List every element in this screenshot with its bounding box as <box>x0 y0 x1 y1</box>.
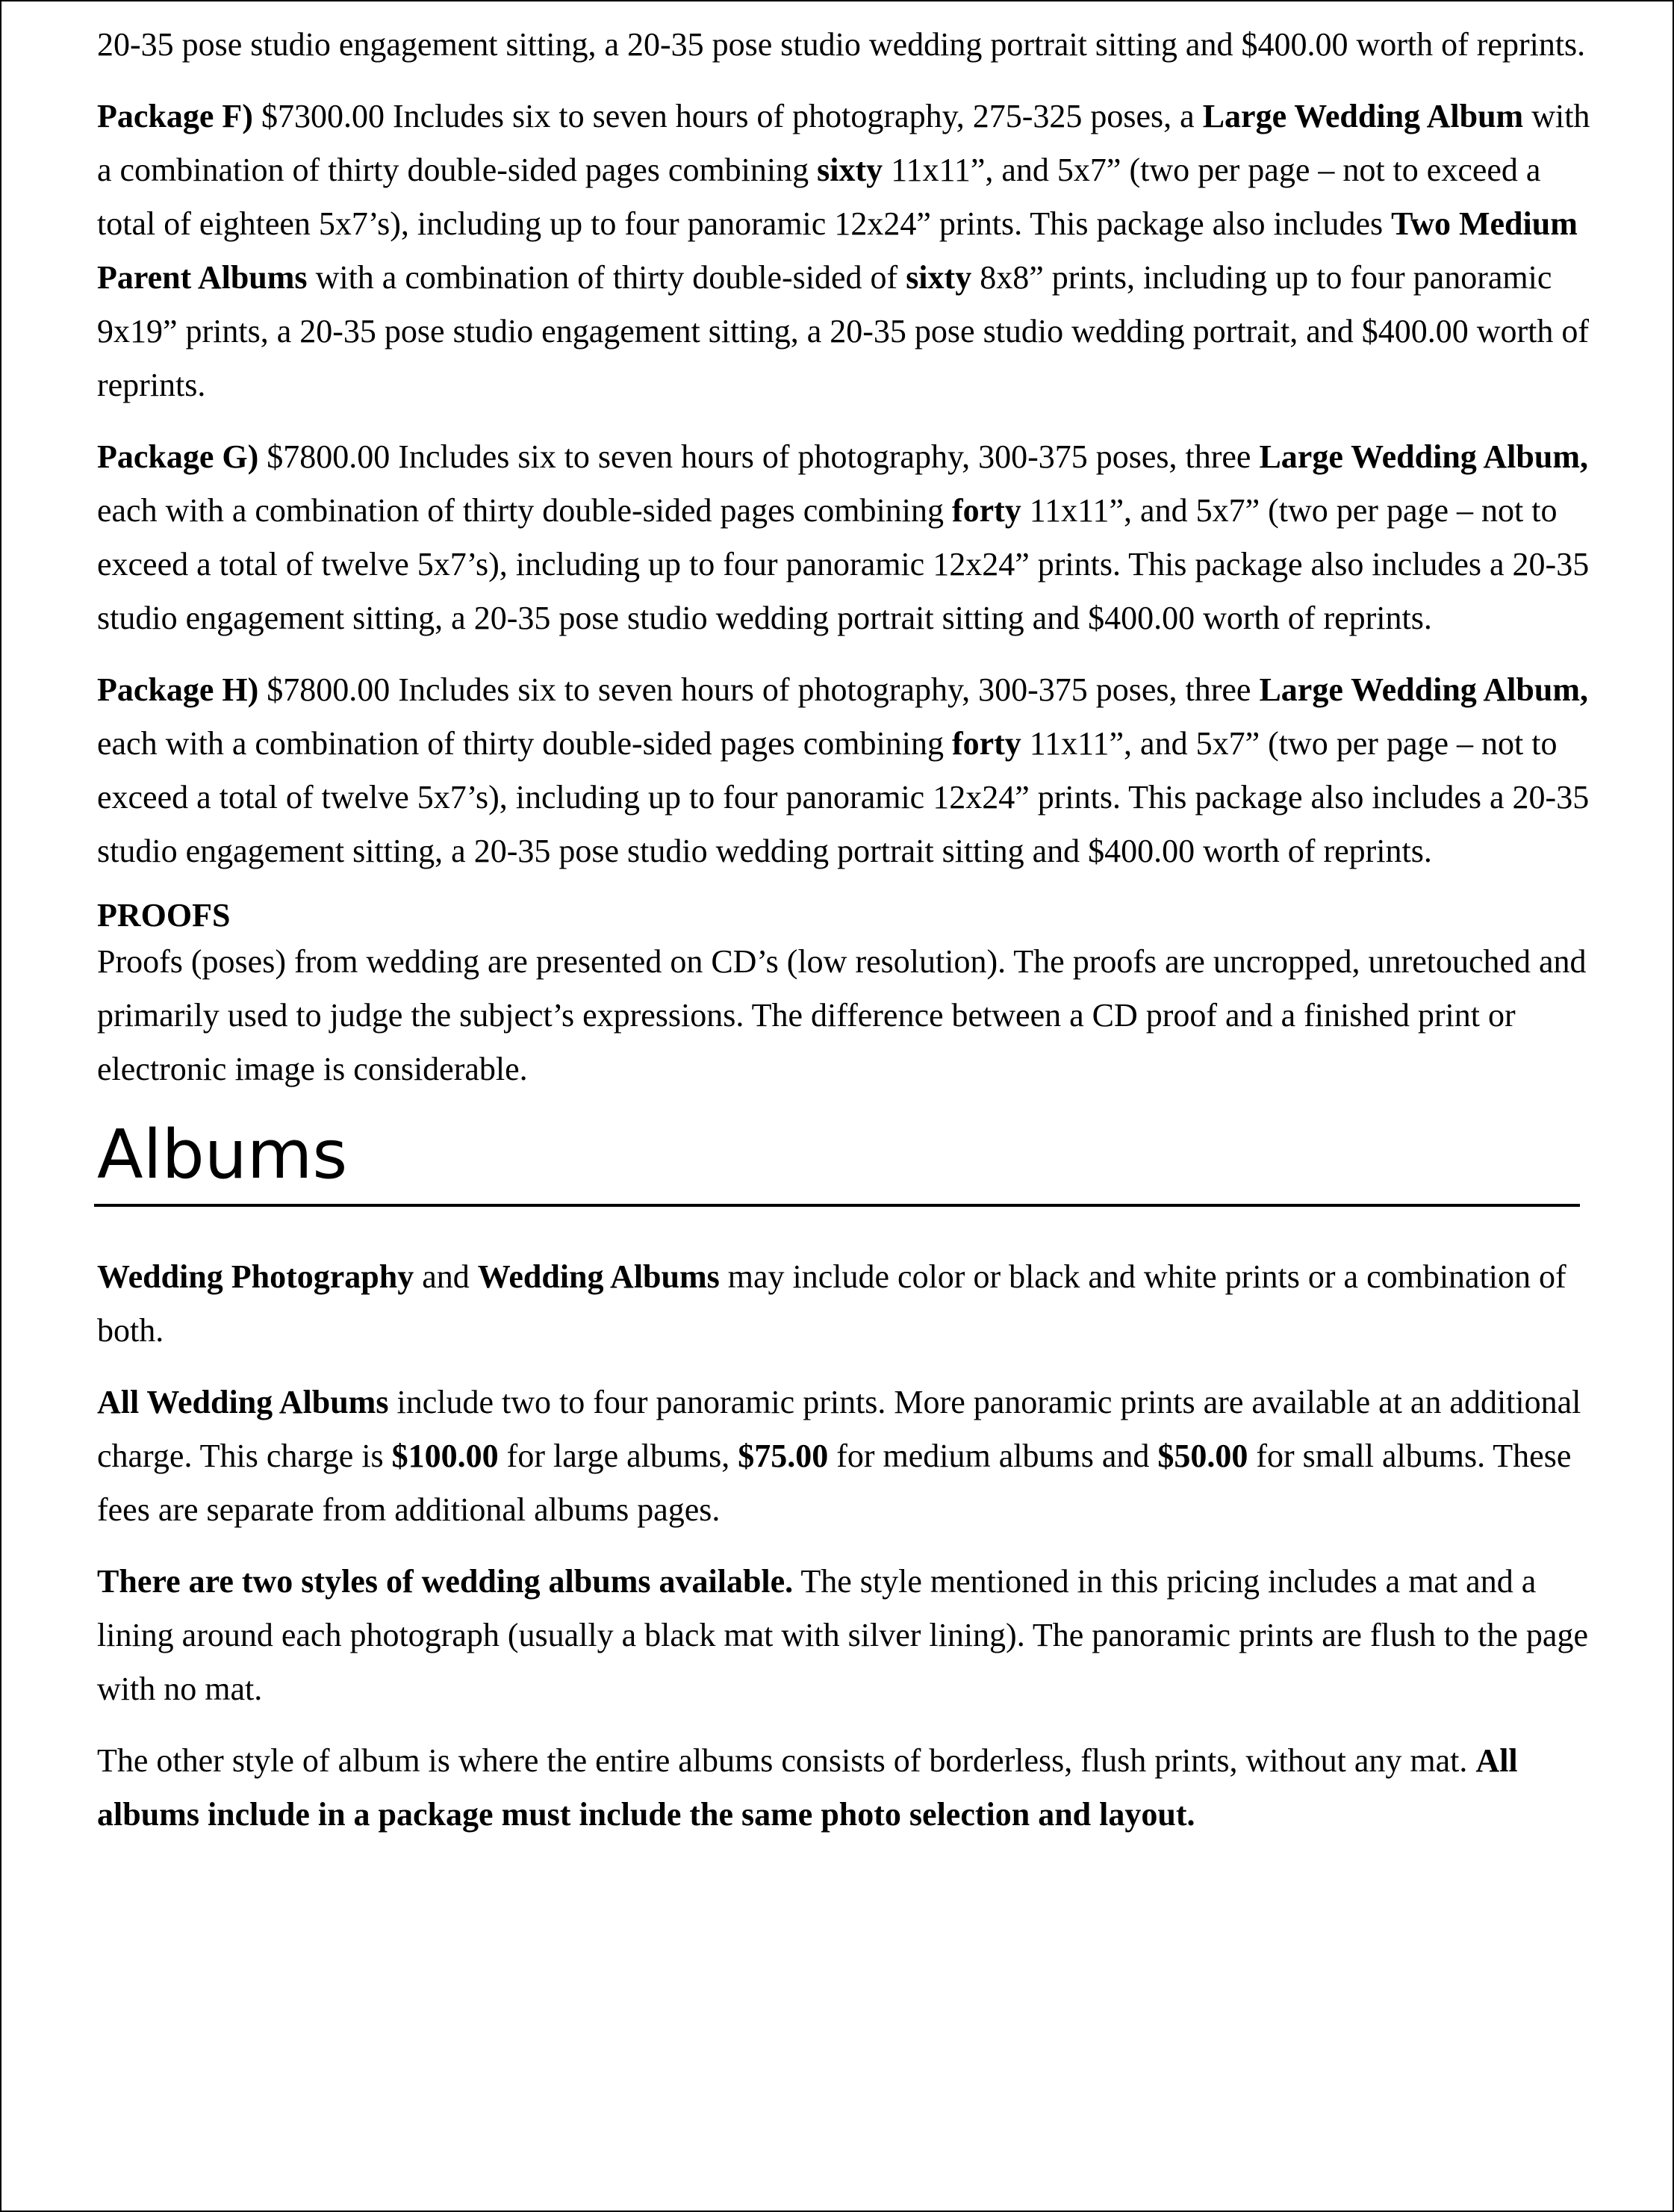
bold-text-run: All Wedding Albums <box>97 1384 389 1420</box>
bold-text-run: Package H) <box>97 671 259 708</box>
text-run: for medium albums and <box>828 1438 1158 1474</box>
package-h-paragraph <box>97 663 1590 878</box>
text-run: may include color or black and white prints or a combination of both. <box>97 1258 1566 1349</box>
bold-text-run: All albums include in a package must include the same photo selection and layout. <box>97 1742 1518 1833</box>
text-run: 11x11”, and 5x7” (two per page – not to exceed a total of twelve 5x7’s), including up to four panoramic 12x24” prints. This package also includes a 20-35 studio engagement sitting, a 20-35 pose studio wedding portrait sitting and $400.00 worth of reprints. <box>97 492 1590 636</box>
albums-styles-paragraph <box>97 1555 1590 1716</box>
bold-text-run: forty <box>951 492 1021 529</box>
package-g-paragraph <box>97 430 1590 645</box>
text-run: 20-35 pose studio engagement sitting, a 20-35 pose studio wedding portrait sitting and $400.00 worth of reprints. <box>97 26 1586 63</box>
bold-text-run: Large Wedding Album <box>1202 98 1524 134</box>
text-run: $7300.00 Includes six to seven hours of photography, 275-325 poses, a <box>252 98 1203 134</box>
text-run: include two to four panoramic prints. More panoramic prints are available at an additional charge. This charge is <box>97 1384 1581 1474</box>
proofs-paragraph: Proofs (poses) from wedding are presented on CD’s (low resolution). The proofs are uncropped, unretouched and primarily used to judge the subject’s expressions. The difference between a CD proof and a finished print or electronic image is considerable. <box>97 943 1587 1087</box>
heading-divider <box>94 1204 1580 1207</box>
albums-panoramic-paragraph <box>97 1376 1590 1537</box>
albums-intro-paragraph <box>97 1250 1590 1358</box>
text-run: with a combination of thirty double-sided pages combining <box>97 98 1590 188</box>
bold-text-run: Large Wedding Album, <box>1259 671 1588 708</box>
text-run: 11x11”, and 5x7” (two per page – not to exceed a total of twelve 5x7’s), including up to four panoramic 12x24” prints. This package also includes a 20-35 studio engagement sitting, a 20-35 pose studio wedding portrait sitting and $400.00 worth of reprints. <box>97 725 1590 869</box>
bold-text-run: Wedding Photography <box>97 1258 414 1295</box>
document-body <box>97 18 1590 1860</box>
text-run: The style mentioned in this pricing includes a mat and a lining around each photograph (usually a black mat with silver lining). The panoramic prints are flush to the page with no mat. <box>97 1563 1588 1707</box>
text-run: $7800.00 Includes six to seven hours of photography, 300-375 poses, three <box>258 438 1260 475</box>
text-run: for large albums, <box>498 1438 738 1474</box>
bold-text-run: There are two styles of wedding albums available. <box>97 1563 794 1600</box>
bold-text-run: Package G) <box>97 438 259 475</box>
albums-other-style-paragraph <box>97 1734 1590 1842</box>
text-run: each with a combination of thirty double-sided pages combining <box>97 725 952 762</box>
bold-text-run: Package F) <box>97 98 253 134</box>
text-run: each with a combination of thirty double-sided pages combining <box>97 492 952 529</box>
text-run: 8x8” prints, including up to four panoramic 9x19” prints, a 20-35 pose studio engagement sitting, a 20-35 pose studio wedding portrait, and $400.00 worth of reprints. <box>97 259 1590 403</box>
text-run: with a combination of thirty double-sided of <box>307 259 906 296</box>
text-run: $7800.00 Includes six to seven hours of photography, 300-375 poses, three <box>258 671 1260 708</box>
bold-text-run: $75.00 <box>738 1438 829 1474</box>
packages-section <box>97 18 1590 878</box>
text-run: 11x11”, and 5x7” (two per page – not to exceed a total of eighteen 5x7’s), including up to four panoramic 12x24” prints. This package also includes <box>97 152 1541 242</box>
package-f-paragraph <box>97 90 1590 412</box>
text-run: The other style of album is where the entire albums consists of borderless, flush prints, without any mat. <box>97 1742 1476 1779</box>
albums-section <box>97 1114 1590 1842</box>
bold-text-run: Wedding Albums <box>477 1258 720 1295</box>
proofs-heading: PROOFS <box>97 897 231 933</box>
bold-text-run: $50.00 <box>1157 1438 1248 1474</box>
text-run: for small albums. These fees are separate from additional albums pages. <box>97 1438 1572 1528</box>
bold-text-run: Two Medium Parent Albums <box>97 205 1578 296</box>
text-run: and <box>414 1258 478 1295</box>
bold-text-run: Large Wedding Album, <box>1259 438 1588 475</box>
proofs-section <box>97 896 1590 1096</box>
bold-text-run: forty <box>951 725 1021 762</box>
albums-heading: Albums <box>97 1116 348 1194</box>
package-e-continuation <box>97 18 1590 72</box>
bold-text-run: sixty <box>817 152 883 188</box>
bold-text-run: $100.00 <box>391 1438 499 1474</box>
bold-text-run: sixty <box>906 259 972 296</box>
